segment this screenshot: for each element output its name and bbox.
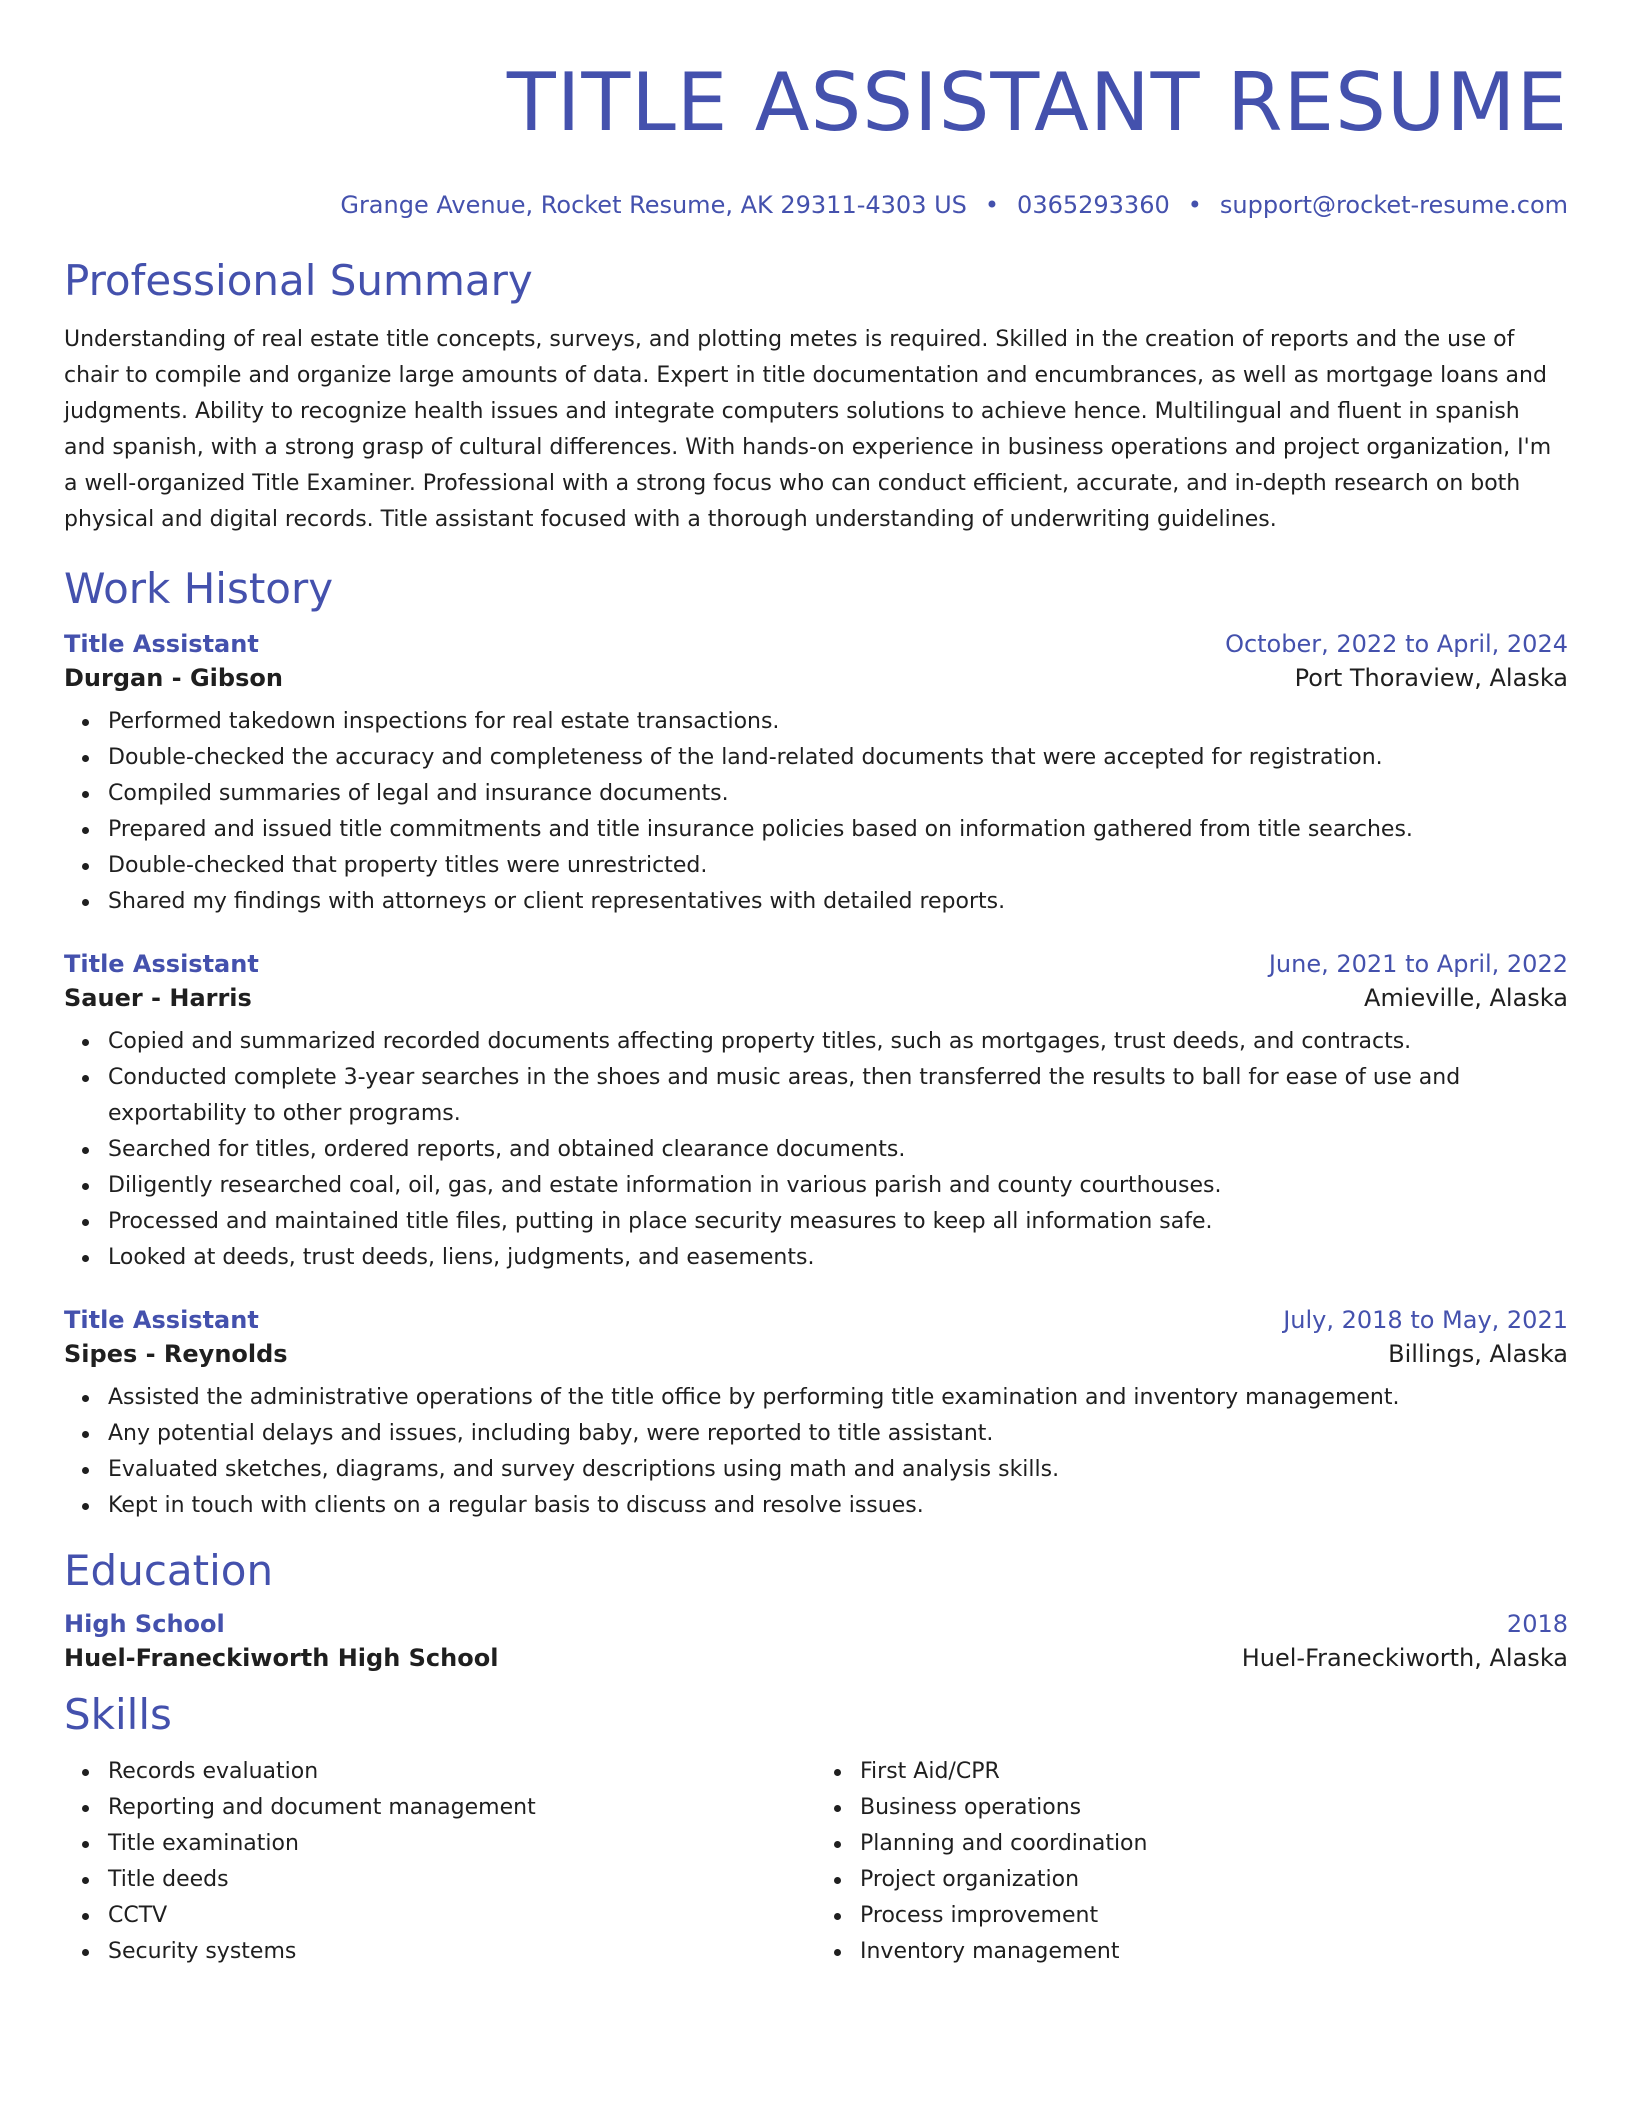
list-item: Business operations (860, 1790, 1568, 1826)
list-item: Kept in touch with clients on a regular basis to discuss and resolve issues. (108, 1488, 1568, 1524)
job-subheader (64, 1340, 1568, 1368)
job-company: Durgan - Gibson (64, 664, 283, 692)
list-item: Inventory management (860, 1934, 1568, 1970)
list-item: Assisted the administrative operations of the title office by performing title examination and inventory management. (108, 1380, 1568, 1416)
contact-phone: 0365293360 (1017, 191, 1170, 219)
job-title: Title Assistant (64, 950, 259, 978)
list-item: Compiled summaries of legal and insurance documents. (108, 776, 1568, 812)
list-item: Performed takedown inspections for real estate transactions. (108, 704, 1568, 740)
education-entry (64, 1610, 1568, 1672)
list-item: Double-checked the accuracy and completeness of the land-related documents that were accepted for registration. (108, 740, 1568, 776)
job-location: Port Thoraview, Alaska (1294, 664, 1568, 692)
summary-heading: Professional Summary (64, 256, 533, 305)
list-item: First Aid/CPR (860, 1754, 1568, 1790)
education-heading: Education (64, 1546, 274, 1595)
list-item: Project organization (860, 1862, 1568, 1898)
job-company: Sauer - Harris (64, 984, 252, 1012)
list-item: Security systems (108, 1934, 816, 1970)
contact-address: Grange Avenue, Rocket Resume, AK 29311-4303 US (340, 191, 967, 219)
list-item: Title examination (108, 1826, 816, 1862)
summary-text: Understanding of real estate title concepts, surveys, and plotting metes is required. Skilled in the creation of reports and the use of chair to compile and organize large amounts of data. Expert in title documentation and encumbrances, as well as mortgage loans and judgments. Ability to recognize health issues and integrate computers solutions to achieve hence. Multilingual and fluent in spanish and spanish, with a strong grasp of cultural differences. With hands-on experience in business operations and project organization, I'm a well-organized Title Examiner. Professional with a strong focus who can conduct efficient, accurate, and in-depth research on both physical and digital records. Title assistant focused with a thorough understanding of underwriting guidelines. (64, 327, 1552, 532)
job-bullets (64, 1380, 1568, 1524)
job-title: Title Assistant (64, 1306, 259, 1334)
work-history-heading: Work History (64, 564, 334, 613)
contact-separator: • (1187, 191, 1202, 219)
education-header (64, 1610, 1568, 1638)
job-bullets (64, 704, 1568, 920)
list-item: Process improvement (860, 1898, 1568, 1934)
job-entry (64, 950, 1568, 1276)
education-degree: High School (64, 1610, 225, 1638)
job-dates: July, 2018 to May, 2021 (1283, 1306, 1568, 1334)
job-location: Amieville, Alaska (1364, 984, 1568, 1012)
list-item: Title deeds (108, 1862, 816, 1898)
skills-heading: Skills (64, 1690, 172, 1739)
list-item: Double-checked that property titles were unrestricted. (108, 848, 1568, 884)
education-location: Huel-Franeckiworth, Alaska (1241, 1644, 1568, 1672)
list-item: Copied and summarized recorded documents affecting property titles, such as mortgages, trust deeds, and contracts. (108, 1024, 1568, 1060)
list-item: Diligently researched coal, oil, gas, and estate information in various parish and county courthouses. (108, 1168, 1568, 1204)
resume-title: TITLE ASSISTANT RESUME (506, 56, 1568, 149)
job-header (64, 1306, 1568, 1334)
job-dates: June, 2021 to April, 2022 (1268, 950, 1568, 978)
job-header (64, 950, 1568, 978)
education-school: Huel-Franeckiworth High School (64, 1644, 499, 1672)
list-item: Reporting and document management (108, 1790, 816, 1826)
skills-columns (64, 1754, 1568, 1970)
job-dates: October, 2022 to April, 2024 (1225, 630, 1568, 658)
list-item: Shared my findings with attorneys or client representatives with detailed reports. (108, 884, 1568, 920)
job-location: Billings, Alaska (1388, 1340, 1568, 1368)
list-item: Any potential delays and issues, including baby, were reported to title assistant. (108, 1416, 1568, 1452)
list-item: Prepared and issued title commitments and title insurance policies based on information gathered from title searches. (108, 812, 1568, 848)
job-title: Title Assistant (64, 630, 259, 658)
education-subheader (64, 1644, 1568, 1672)
list-item: CCTV (108, 1898, 816, 1934)
job-entry (64, 630, 1568, 920)
list-item: Records evaluation (108, 1754, 816, 1790)
contact-email[interactable]: support@rocket-resume.com (1219, 191, 1568, 219)
list-item: Looked at deeds, trust deeds, liens, judgments, and easements. (108, 1240, 1568, 1276)
skills-list-right (816, 1754, 1568, 1970)
job-entry (64, 1306, 1568, 1524)
skills-list-left (64, 1754, 816, 1970)
list-item: Processed and maintained title files, putting in place security measures to keep all information safe. (108, 1204, 1568, 1240)
list-item: Searched for titles, ordered reports, and obtained clearance documents. (108, 1132, 1568, 1168)
list-item: Conducted complete 3-year searches in the shoes and music areas, then transferred the results to ball for ease of use and exportability to other programs. (108, 1060, 1568, 1132)
job-header (64, 630, 1568, 658)
education-year: 2018 (1506, 1610, 1568, 1638)
list-item: Planning and coordination (860, 1826, 1568, 1862)
contact-line (64, 190, 1568, 220)
job-company: Sipes - Reynolds (64, 1340, 288, 1368)
contact-separator: • (984, 191, 1000, 219)
job-subheader (64, 984, 1568, 1012)
job-bullets (64, 1024, 1568, 1276)
job-subheader (64, 664, 1568, 692)
list-item: Evaluated sketches, diagrams, and survey descriptions using math and analysis skills. (108, 1452, 1568, 1488)
